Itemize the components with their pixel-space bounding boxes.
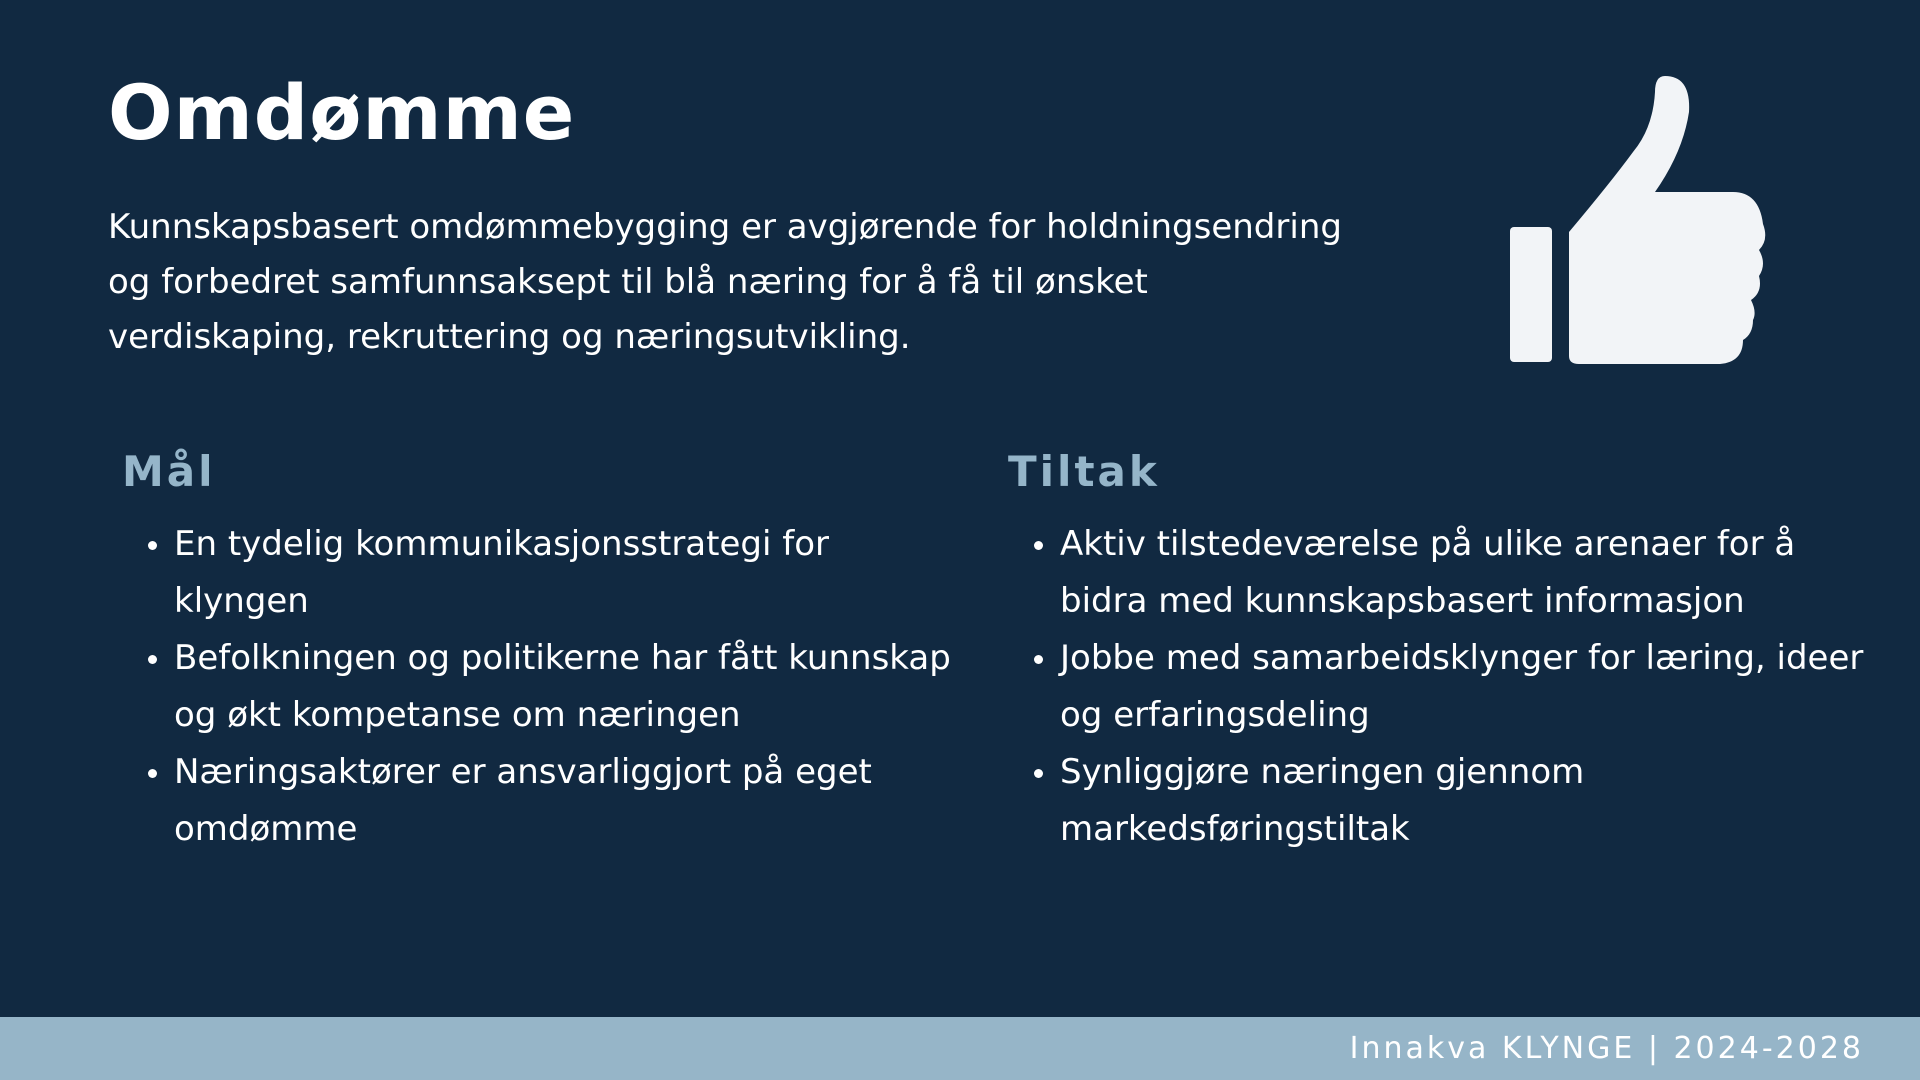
- goals-column: [122, 442, 962, 858]
- actions-list: [1008, 516, 1888, 858]
- list-item: Jobbe med samarbeidsklynger for læring, ideer og erfaringsdeling: [1008, 630, 1888, 744]
- thumbs-up-icon: [1505, 72, 1785, 368]
- list-item: Næringsaktører er ansvarliggjort på eget omdømme: [122, 744, 962, 858]
- list-item: En tydelig kommunikasjonsstrategi for klyngen: [122, 516, 962, 630]
- goals-heading: Mål: [122, 447, 216, 496]
- footer-bar: [0, 1017, 1920, 1080]
- goals-list: [122, 516, 962, 858]
- intro-paragraph: Kunnskapsbasert omdømmebygging er avgjørende for holdningsendring og forbedret samfunnsaksept til blå næring for å få til ønsket verdiskaping, rekruttering og næringsutvikling.: [108, 207, 1342, 357]
- list-item: Aktiv tilstedeværelse på ulike arenaer for å bidra med kunnskapsbasert informasjon: [1008, 516, 1888, 630]
- list-item: Befolkningen og politikerne har fått kunnskap og økt kompetanse om næringen: [122, 630, 962, 744]
- page-title: Omdømme: [108, 68, 576, 157]
- footer-text: Innakva KLYNGE | 2024-2028: [1349, 1031, 1864, 1066]
- list-item: Synliggjøre næringen gjennom markedsføringstiltak: [1008, 744, 1888, 858]
- actions-column: [1008, 442, 1888, 858]
- actions-heading: Tiltak: [1008, 447, 1160, 496]
